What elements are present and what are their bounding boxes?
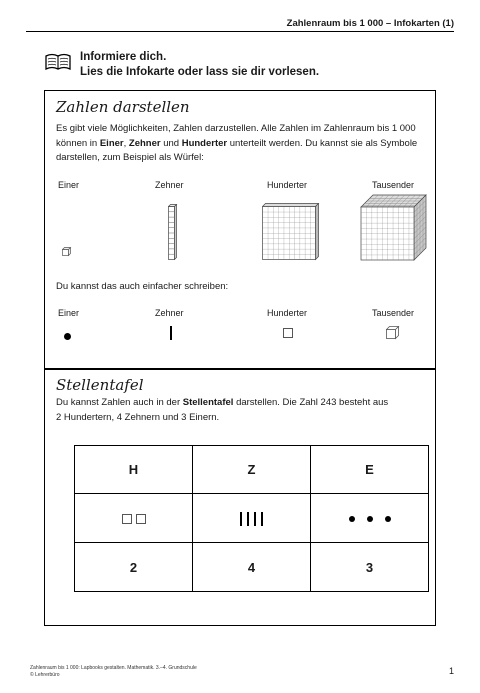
para-line-2: 2 Hundertern, 4 Zehnern und 3 Einern. <box>56 411 220 423</box>
para-text: und <box>160 137 182 149</box>
simple-notation-text: Du kannst das auch einfacher schreiben: <box>56 281 229 292</box>
page-header-title: Zahlenraum bis 1 000 – Infokarten (1) <box>286 18 454 29</box>
place-value-table <box>74 445 429 592</box>
header-cell-z: Z <box>193 446 311 494</box>
bold-zehner: Zehner <box>128 137 161 149</box>
para-line-3: darstellen, zum Beispiel als Würfel: <box>56 152 204 163</box>
ten-rod-icon <box>168 204 178 260</box>
footer-line-2: © Lehrerbüro <box>30 672 60 678</box>
line-symbol <box>254 512 256 526</box>
intro-paragraph <box>56 122 436 166</box>
dot-symbol <box>349 516 355 522</box>
label-hunderter-symbol: Hunderter <box>267 308 308 318</box>
header-cell-h: H <box>75 446 193 494</box>
para-text: , <box>123 137 129 149</box>
open-book-icon <box>44 52 72 72</box>
page-number: 1 <box>448 666 454 676</box>
table-row-values <box>75 543 429 592</box>
para-text: darstellen. Die Zahl 243 besteht aus <box>233 397 389 408</box>
header-cell-e: E <box>311 446 429 494</box>
stellentafel-paragraph <box>56 396 436 425</box>
hundred-flat-icon <box>262 203 320 261</box>
header-rule <box>26 31 454 32</box>
label-hunderter: Hunderter <box>267 180 308 190</box>
bold-stellentafel: Stellentafel <box>182 397 234 408</box>
para-text: unterteilt werden. Du kannst sie als Symbole <box>227 137 418 149</box>
bold-hunderter: Hunderter <box>181 137 228 149</box>
para-line-1: Es gibt viele Möglichkeiten, Zahlen darzustellen. Alle Zahlen im Zahlenraum bis 1 000 <box>56 123 416 134</box>
unit-cube-icon <box>62 247 72 257</box>
para-line-2 <box>56 137 436 152</box>
symbol-cell-ones <box>311 494 429 543</box>
value-cell-h: 2 <box>75 543 193 592</box>
para-text: können in <box>56 137 100 149</box>
bold-einer: Einer <box>99 137 124 149</box>
value-cell-z: 4 <box>193 543 311 592</box>
dot-symbol <box>367 516 373 522</box>
thousand-cube-icon <box>360 194 430 262</box>
symbol-cell-tens <box>193 494 311 543</box>
label-einer: Einer <box>58 180 80 190</box>
para-text: Du kannst Zahlen auch in der <box>56 397 183 408</box>
label-zehner-symbol: Zehner <box>155 308 184 318</box>
footer-credits <box>30 665 197 679</box>
square-symbol <box>283 328 293 338</box>
intro-line-2: Lies die Infokarte oder lass sie dir vorlesen. <box>80 66 320 78</box>
label-tausender: Tausender <box>372 180 415 190</box>
label-einer-symbol: Einer <box>58 308 80 318</box>
intro-line-1: Informiere dich. <box>80 51 167 63</box>
value-cell-e: 3 <box>311 543 429 592</box>
section-heading-zahlen-darstellen: Zahlen darstellen <box>56 98 190 116</box>
label-tausender-symbol: Tausender <box>372 308 415 318</box>
footer-line-1: Zahlenraum bis 1 000: Lapbooks gestalten. Mathematik. 3.–4. Grundschule <box>30 665 197 671</box>
dot-symbol <box>385 516 391 522</box>
section-heading-stellentafel: Stellentafel <box>56 376 144 394</box>
table-row-headers <box>75 446 429 494</box>
square-symbol <box>136 514 146 524</box>
line-symbol <box>247 512 249 526</box>
label-zehner: Zehner <box>155 180 184 190</box>
table-row-symbols <box>75 494 429 543</box>
dot-symbol <box>64 333 71 340</box>
square-symbol <box>122 514 132 524</box>
line-symbol <box>261 512 263 526</box>
cube-symbol-icon <box>386 326 400 340</box>
line-symbol <box>240 512 242 526</box>
line-symbol <box>170 326 172 340</box>
intro-instructions <box>80 50 319 80</box>
symbol-cell-hundreds <box>75 494 193 543</box>
para-line-1 <box>56 396 436 411</box>
